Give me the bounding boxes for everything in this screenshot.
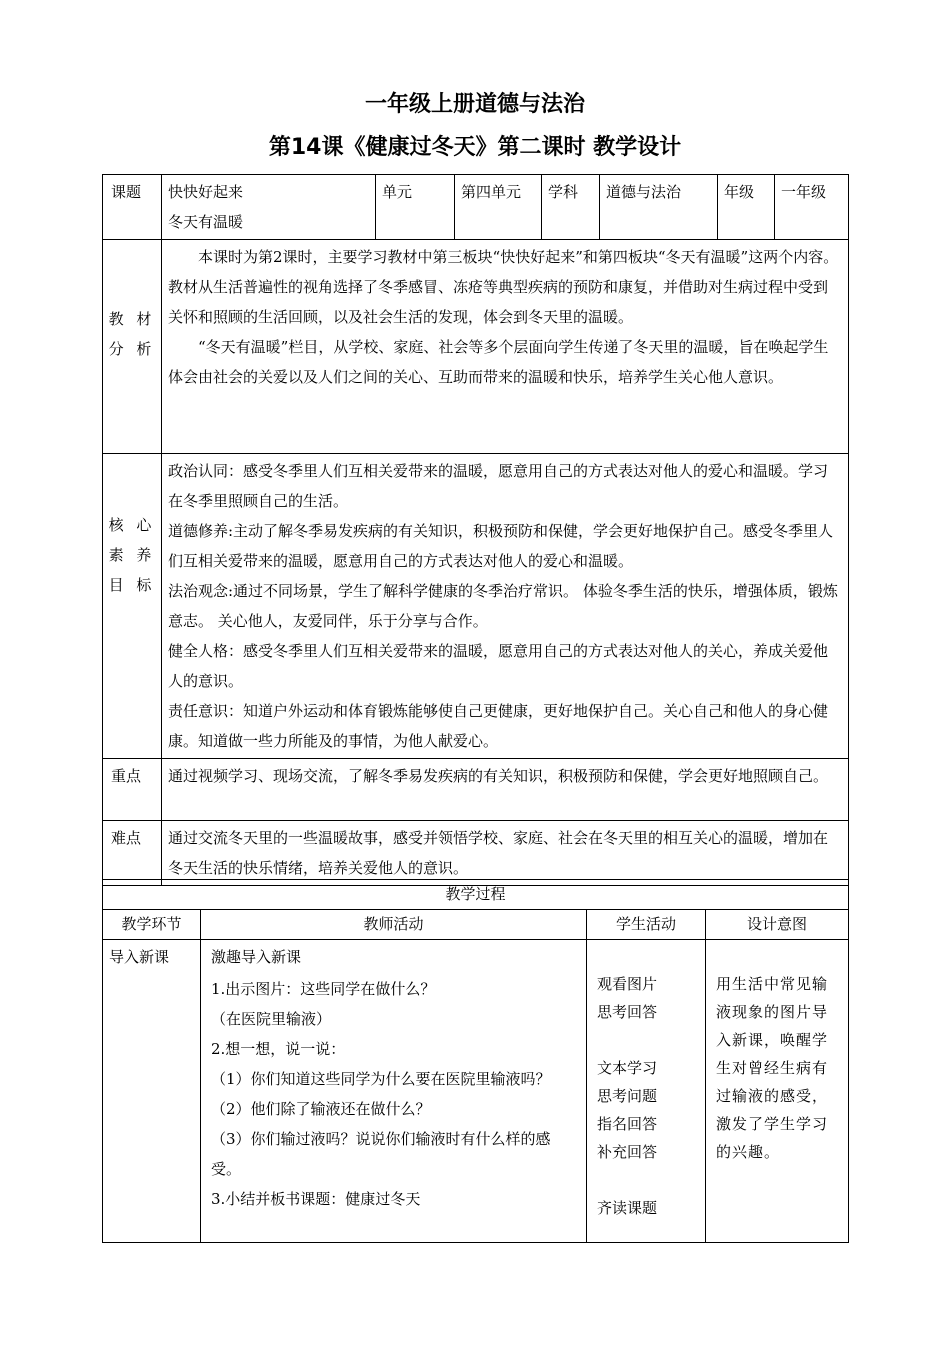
topic-line-1: 快快好起来 <box>168 183 244 201</box>
literacy-row <box>103 454 849 759</box>
analysis-label-line-2: 分 析 <box>108 340 156 358</box>
grade-label: 年级 <box>718 175 775 240</box>
teacher-activity-line: （2）他们除了输液还在做什么？ <box>211 1100 431 1118</box>
key-point-row <box>103 759 849 821</box>
grade-value: 一年级 <box>775 175 849 240</box>
teacher-activity-cell <box>201 940 587 1243</box>
teacher-activity-line: （3）你们输过液吗？说说你们输液时有什么样的感受。 <box>211 1130 551 1178</box>
difficulty-row <box>103 821 849 886</box>
difficulty-label: 难点 <box>103 821 162 886</box>
info-row <box>103 175 849 240</box>
student-activity-line: 指名回答 <box>597 1115 658 1133</box>
analysis-paragraph-1: 本课时为第2课时，主要学习教材中第三板块“快快好起来”和第四板块“冬天有温暖”这两个内容。教材从生活普遍性的视角选择了冬季感冒、冻疮等典型疾病的预防和康复，并借助对生病过程中受到关怀和照顾的生活回顾，以及社会生活的发现，体会到冬天里的温暖。 <box>168 248 839 326</box>
student-activity-line: 齐读课题 <box>597 1199 658 1217</box>
process-heading: 教学过程 <box>103 880 849 910</box>
analysis-paragraph-2: “冬天有温暖”栏目，从学校、家庭、社会等多个层面向学生传递了冬天里的温暖，旨在唤起学生体会由社会的关爱以及人们之间的关心、互助而带来的温暖和快乐，培养学生关心他人意识。 <box>168 338 829 386</box>
difficulty-text: 通过交流冬天里的一些温暖故事，感受并领悟学校、家庭、社会在冬天里的相互关心的温暖，增加在冬天生活的快乐情绪，培养关爱他人的意识。 <box>162 821 849 886</box>
process-heading-row <box>103 880 849 910</box>
literacy-item-personality: 健全人格：感受冬季里人们互相关爱带来的温暖，愿意用自己的方式表达对他人的关心，养成关爱他人的意识。 <box>168 642 829 690</box>
key-point-label: 重点 <box>103 759 162 821</box>
student-activity-line: 观看图片 <box>597 975 658 993</box>
topic-line-2: 冬天有温暖 <box>168 213 244 231</box>
teaching-process-table <box>102 879 849 1243</box>
process-row-intro <box>103 940 849 1243</box>
literacy-label-line-2: 素 养 <box>108 546 156 564</box>
literacy-item-political: 政治认同：感受冬季里人们互相关爱带来的温暖，愿意用自己的方式表达对他人的爱心和温暖。学习在冬季里照顾自己的生活。 <box>168 462 829 510</box>
header-teacher: 教师活动 <box>201 910 587 940</box>
teacher-activity-line: 激趣导入新课 <box>211 948 302 966</box>
literacy-label <box>103 454 162 759</box>
design-intent-cell: 用生活中常见输液现象的图片导入新课，唤醒学生对曾经生病有过输液的感受，激发了学生学习的兴趣。 <box>706 940 849 1243</box>
student-activity-line: 文本学习 <box>597 1059 658 1077</box>
literacy-item-law: 法治观念:通过不同场景，学生了解科学健康的冬季治疗常识。 体验冬季生活的快乐，增强体质，锻炼意志。 关心他人，友爱同伴，乐于分享与合作。 <box>168 582 838 630</box>
analysis-row <box>103 240 849 454</box>
unit-label: 单元 <box>376 175 455 240</box>
teacher-activity-line: （在医院里输液） <box>211 1010 332 1028</box>
literacy-label-line-3: 目 标 <box>108 576 156 594</box>
analysis-label-line-1: 教 材 <box>108 310 156 328</box>
stage-cell: 导入新课 <box>103 940 201 1243</box>
header-intent: 设计意图 <box>706 910 849 940</box>
lesson-info-table <box>102 174 849 886</box>
spacer <box>597 1026 699 1054</box>
literacy-item-responsibility: 责任意识：知道户外运动和体育锻炼能够使自己更健康，更好地保护自己。关心自己和他人的身心健康。知道做一些力所能及的事情，为他人献爱心。 <box>168 702 829 750</box>
header-student: 学生活动 <box>587 910 706 940</box>
teacher-activity-line: 2.想一想，说一说： <box>211 1040 346 1058</box>
document-title: 一年级上册道德与法治 <box>364 92 585 117</box>
analysis-label <box>103 240 162 454</box>
literacy-item-moral: 道德修养:主动了解冬季易发疾病的有关知识，积极预防和保健，学会更好地保护自己。感受冬季里人们互相关爱带来的温暖，愿意用自己的方式表达对他人的爱心和温暖。 <box>168 522 834 570</box>
lesson-title: 第14课《健康过冬天》第二课时 教学设计 <box>268 135 682 160</box>
teacher-activity-line: 1.出示图片：这些同学在做什么？ <box>211 980 436 998</box>
literacy-label-line-1: 核 心 <box>108 516 156 534</box>
subject-label: 学科 <box>542 175 600 240</box>
student-activity-line: 思考问题 <box>597 1087 658 1105</box>
student-activity-line: 思考回答 <box>597 1003 658 1021</box>
key-point-text: 通过视频学习、现场交流，了解冬季易发疾病的有关知识，积极预防和保健，学会更好地照顾自己。 <box>162 759 849 821</box>
subject-value: 道德与法治 <box>600 175 718 240</box>
teacher-activity-line: （1）你们知道这些同学为什么要在医院里输液吗？ <box>211 1070 551 1088</box>
topic-value <box>162 175 376 240</box>
spacer <box>597 1166 699 1194</box>
header-stage: 教学环节 <box>103 910 201 940</box>
teacher-activity-line: 3.小结并板书课题：健康过冬天 <box>211 1190 421 1208</box>
student-activity-cell <box>587 940 706 1243</box>
unit-value: 第四单元 <box>455 175 542 240</box>
topic-label: 课题 <box>103 175 162 240</box>
analysis-content <box>162 240 849 454</box>
process-header-row <box>103 910 849 940</box>
literacy-content <box>162 454 849 759</box>
student-activity-line: 补充回答 <box>597 1143 658 1161</box>
